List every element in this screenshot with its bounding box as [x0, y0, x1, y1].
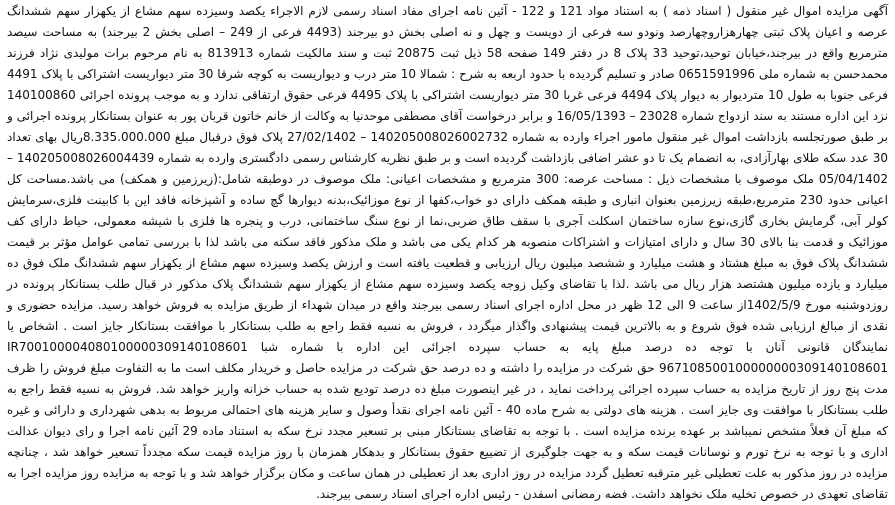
auction-notice-document: [5, 0, 890, 501]
auction-notice-text: آگهی مزایده اموال غیر منقول ( اسناد ذمه ) به استناد مواد 121 و 122 - آئین نامه اجرای مفاد اسناد رسمی لازم الاجراء یکصد وسیزده سهم مشاع از یکهزار سهم ششدانگ عرصه و اعیان پلاک ثبتی چهارهزاروچهارصد ونودو سه فرعی از دویست و چهل و نه اصلی بخش دو بیرجند (4493 فرعی از 249 – اصلی بخش 2 بیرجند) به مساحت سیصد مترمربع واقع در بیرجند،خیابان توحید،توحید 33 پلاک 8 در دفتر 149 صفحه 58 ذیل ثبت 20875 ثبت و سند مالکیت شماره 813913 به نام مرحوم برات مولیدی نژاد فرزند محمدحسن به شماره ملی 0651591996 صادر و تسلیم گردیده با حدود اربعه به شرح : شمالا 10 متر درب و دیواریست به کوچه شرقا 30 متر دیواریست اشتراکی با پلاک 4491 فرعی جنوبا به طول 10 مترديوار به ديوار پلاک 4494 فرعی غربا 30 متر ديواريست اشتراکی با پلاک 4495 فرعی حقوق ارتفاقی ندارد و به موجب پرونده اجرائی 140100860 نزد این اداره مستند به سند ازدواج شماره 23028 – 16/05/1393 و برابر درخواست آقای مصطفی موحدنیا به وکالت از خانم خاتون قربان پور به عنوان بستانکار پرونده اجرائی و بر طبق صورتجلسه بازداشت اموال غیر منقول مامور اجراء وارده به شماره 140205008026002732 – 27/02/1402 پلاک فوق درقبال مبلغ 8.335.000.000ریال بهای تعداد 30 عدد سکه طلای بهارآزادی، به انضمام یک تا دو عشر اضافی بازداشت گردیده است و بر طبق نظریه کارشناس رسمی دادگستری وارده به شماره 140205008026004439 – 05/04/1402 ملک موصوف با مشخصات ذیل : مساحت عرصه: 300 مترمربع و مشخصات اعیانی: ملک موصوف در دوطبقه شامل:(زیرزمین و همکف) می باشد.مساحت کل اعیانی حدود 230 مترمربع،طبقه زیرزمین بعنوان انباری و طبقه همکف دارای دو خواب،کفها از نوع موزائیک،بدنه دیوارها گچ ساده و آشپزخانه فاقد این با کابینت فلزی،سرمایش کولر آبی، گرمایش بخاری گازی،نوع سازه ساختمان اسکلت آجری با سقف طاق ضربی،نما از نوع سنگ ساختمانی، درب و پنجره ها فلزی با شیشه معمولی، حیاط دارای کف موزائیک و قدمت بنا بالای 30 سال و دارای امتیازات و اشتراکات منصوبه هر کدام یکی می باشد و ملک مذکور فاقد سکنه می باشد لذا با بررسی تمامی عوامل مؤثر بر قیمت ششدانگ پلاک فوق به مبلغ هشتاد و هشت میلیارد و ششصد میلیون ریال ارزیابی و قطعیت یافته است و ارزش یکصد وسیزده سهم مشاع از یکهزار سهم ششدانگ ملک فوق ده میلیارد و یازده میلیون هشتصد هزار ریال می باشد .لذا با تقاضای وکیل زوجه یکصد وسیزده سهم مشاع از یکهزار سهم ششدانگ پلاک مذکور در قبال طلب بستانکار پرونده در روزدوشنبه مورخ 1402/5/9از ساعت 9 الی 12 ظهر در محل اداره اجرای اسناد رسمی بیرجند واقع در میدان شهداء از طریق مزایده به فروش خواهد رسید. مزایده حضوری و نقدی از مبالغ ارزیابی شده فوق شروع و به بالاترین قیمت پیشنهادی واگذار میگردد ، فروش به نسیه فقط راجع به طلب بستانکار با موافقت بستانکار جایز است . اشخاص یا نمایندگان قانونی آنان با توجه ده درصد مبلغ پایه به حساب سپرده اجرائی این اداره با شماره شبا IR700100004080100000309140108601 967108500100000000309140108601 حق شرکت در مزایده را داشته و ده درصد حق شرکت در مزایده حاصل و خریدار مکلف است ما به التفاوت مبلغ فروش را ظرف مدت پنج روز از تاریخ مزایده به حساب سپرده اجرائی پرداخت نماید ، در غیر اینصورت مبلغ ده درصد تودیع شده به حساب خزانه واریز خواهد شد. فروش به نسیه فقط راجع به طلب بستانکار با موافقت وی جایز است . هزینه های دولتی به شرح ماده 40 - آئین نامه اجرای نقدأ وصول و سایر هزینه های احتمالی مربوط به بدهی شهرداری و دارائی و غیره که مبلغ آن فعلاً مشخص نمیباشد بر عهده برنده مزایده است . با توجه به تقاضای بستانکار مبنی بر تسعیر مجدد نرخ سکه به استناد ماده 29 آئین نامه اجرا و رای دیوان عدالت اداری و با توجه به نرخ تورم و نوسانات قیمت سکه و به جهت جلوگیری از تضییع حقوق بستانکار و بدهکار همزمان با روز مزایده قیمت سکه مجدداً تسعیر خواهد شد ، چنانچه مزایده در روز مذکور به علت تعطیلی غیر مترقبه تعطیل گردد مزایده در روز اداری بعد از تعطیلی در همان ساعت و مکان برگزار خواهد شد و با توجه به مزایده روز مزایده اجرا به تقاضای تعهدی در خصوص تخلیه ملک نخواهد داشت. فضه رمضانی اسفدن - رئیس اداره اجرای اسناد رسمی بیرجند.: [7, 4, 889, 501]
